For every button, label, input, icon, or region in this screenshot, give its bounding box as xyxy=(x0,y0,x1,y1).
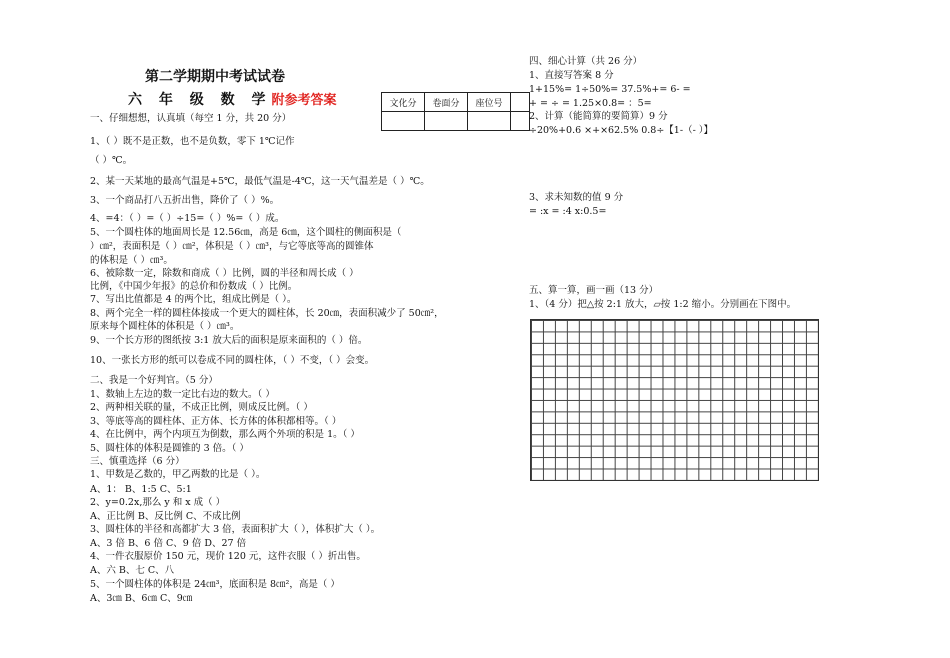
question-line: 3、求未知数的值 9 分 xyxy=(529,192,624,203)
score-cell[interactable] xyxy=(425,112,468,131)
score-cell[interactable] xyxy=(511,112,530,131)
score-header-blank xyxy=(511,93,530,112)
score-header: 座位号 xyxy=(468,93,511,112)
subject-label: 六 年 级 数 学 xyxy=(128,92,272,108)
score-header: 卷面分 xyxy=(425,93,468,112)
question-line: 的体积是（ ）㎝³。 xyxy=(90,255,173,266)
option-line: A、正比例 B、反比例 C、不成比例 xyxy=(90,511,241,522)
question-line: 1、直接写答案 8 分 xyxy=(529,70,614,81)
drawing-grid[interactable] xyxy=(530,319,819,481)
question-line: 5、一个圆柱体的体积是 24㎝³，底面积是 8㎝²，高是（ ） xyxy=(90,579,340,590)
question-line: 5、圆柱体的体积是圆锥的 3 倍。（ ） xyxy=(90,443,249,454)
question-line: 4、=4：（ ）=（ ）÷15=（ ）%=（ ）成。 xyxy=(90,213,285,224)
option-line: A、1： B、1:5 C、5:1 xyxy=(90,484,192,495)
question-line: 2、某一天某地的最高气温是+5℃，最低气温是-4℃，这一天气温差是（ ）℃。 xyxy=(90,176,430,187)
question-line: 原来每个圆柱体的体积是（ ）㎝³。 xyxy=(90,321,240,332)
question-line: 7、写出比值都是 4 的两个比，组成比例是（ ）。 xyxy=(90,294,297,305)
score-cell[interactable] xyxy=(468,112,511,131)
section-heading: 五、算一算，画一画（13 分） xyxy=(529,285,659,296)
score-cell[interactable] xyxy=(382,112,425,131)
calc-line: ÷20%+0.6 ×+×62.5% 0.8÷【1-（- ）】 xyxy=(529,125,714,136)
question-line: 6、被除数一定，除数和商成（ ）比例，圆的半径和周长成（ ） xyxy=(90,268,359,279)
subtitle xyxy=(128,89,337,109)
question-line: 2、y=0.2x,那么 y 和 x 成（ ） xyxy=(90,497,226,508)
question-line: 8、两个完全一样的圆柱体接成一个更大的圆柱体，长 20㎝，表面积减少了 50㎝²， xyxy=(90,308,444,319)
question-line: 1、（ ）既不是正数，也不是负数，零下 1℃记作 xyxy=(90,136,295,147)
question-line: 3、等底等高的圆柱体、正方体、长方体的体积都相等。（ ） xyxy=(90,416,342,427)
section-heading: 一、仔细想想，认真填（每空 1 分，共 20 分） xyxy=(90,113,292,124)
question-line: 2、计算（能简算的要简算）9 分 xyxy=(529,111,668,122)
question-line: 1、甲数是乙数的，甲乙两数的比是（ ）。 xyxy=(90,469,266,480)
question-line: （ ）℃。 xyxy=(90,155,133,166)
question-line: 9、一个长方形的图纸按 3:1 放大后的面积是原来面积的（ ）倍。 xyxy=(90,335,368,346)
question-line: 1、（4 分）把△按 2:1 放大，▱按 1:2 缩小。分别画在下图中。 xyxy=(529,299,797,310)
score-table xyxy=(381,92,530,131)
section-heading: 三、慎重选择（6 分） xyxy=(90,456,185,467)
question-line: 4、一件衣服原价 150 元，现价 120 元，这件衣服（ ）折出售。 xyxy=(90,551,366,562)
question-line: 5、一个圆柱体的地面周长是 12.56㎝，高是 6㎝，这个圆柱的侧面积是（ xyxy=(90,227,402,238)
question-line: 2、两种相关联的量，不成正比例，则成反比例。（ ） xyxy=(90,402,313,413)
question-line: 4、在比例中，两个内项互为倒数，那么两个外项的积是 1。（ ） xyxy=(90,429,360,440)
page-title: 第二学期期中考试试卷 xyxy=(145,69,285,85)
question-line: 10、一张长方形的纸可以卷成不同的圆柱体，（ ）不变，（ ）会变。 xyxy=(90,355,375,366)
score-header: 文化分 xyxy=(382,93,425,112)
question-line: 3、一个商品打八五折出售，降价了（ ）%。 xyxy=(90,195,280,206)
section-heading: 二、我是一个好判官。（5 分） xyxy=(90,375,218,386)
calc-line: = :x = :4 x:0.5= xyxy=(529,206,607,217)
option-line: A、3㎝ B、6㎝ C、9㎝ xyxy=(90,593,193,604)
option-line: A、六 B、七 C、八 xyxy=(90,565,175,576)
calc-line: 1+15%= 1÷50%= 37.5%+= 6- = xyxy=(529,84,691,95)
section-heading: 四、细心计算（共 26 分） xyxy=(529,56,643,67)
question-line: 比例，《中国少年报》的总价和份数成（ ）比例。 xyxy=(90,281,298,292)
question-line: ）㎝²，表面积是（ ）㎝²，体积是（ ）㎝³，与它等底等高的圆锥体 xyxy=(90,241,374,252)
answer-note: 附参考答案 xyxy=(271,93,337,108)
question-line: 3、圆柱体的半径和高都扩大 3 倍，表面积扩大（ ），体积扩大（ ）。 xyxy=(90,524,381,535)
calc-line: + = ÷ = 1.25×0.8= ：5= xyxy=(529,98,652,109)
question-line: 1、数轴上左边的数一定比右边的数大。（ ） xyxy=(90,389,275,400)
option-line: A、3 倍 B、6 倍 C、9 倍 D、27 倍 xyxy=(90,538,247,549)
